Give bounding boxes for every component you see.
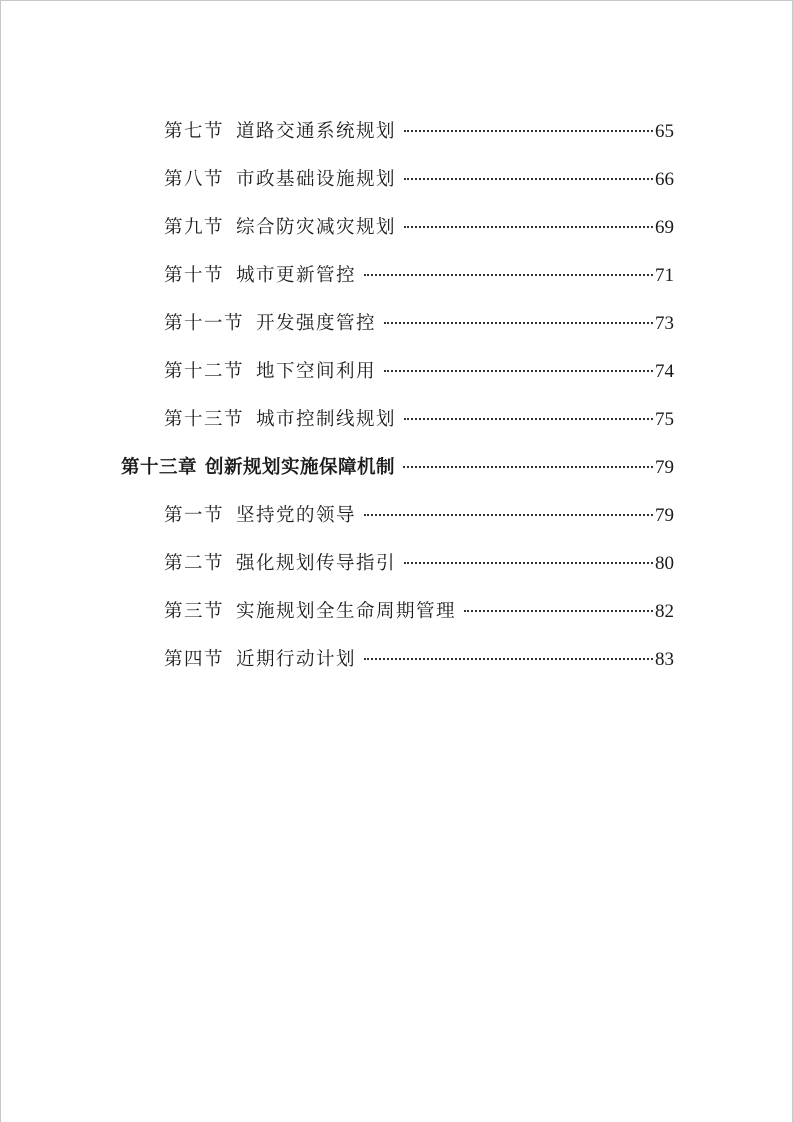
toc-entry-title: 强化规划传导指引: [236, 553, 397, 574]
toc-entry[interactable]: [164, 261, 674, 291]
toc-entry-number: 第七节: [164, 121, 225, 142]
toc-dot-leader: [404, 562, 653, 564]
toc-entry-title: 开发强度管控: [256, 313, 377, 334]
toc-entry-number: 第十三节: [164, 409, 245, 430]
toc-dot-leader: [404, 178, 653, 180]
toc-page-number: 69: [655, 217, 674, 238]
toc-entry-label: [121, 453, 395, 479]
toc-page-number: 65: [655, 121, 674, 142]
toc-entry-title: 坚持党的领导: [236, 505, 357, 526]
toc-entry-number: 第二节: [164, 553, 225, 574]
toc-dot-leader: [464, 610, 653, 612]
toc-entry[interactable]: [164, 357, 674, 387]
toc-page-number: 66: [655, 169, 674, 190]
toc-entry-title: 城市控制线规划: [256, 409, 397, 430]
toc-entry[interactable]: [164, 501, 674, 531]
toc-dot-leader: [404, 130, 653, 132]
toc-chapter-title: 创新规划实施保障机制: [205, 457, 396, 478]
toc-entry-number: 第十节: [164, 265, 225, 286]
toc-page-number: 82: [655, 601, 674, 622]
toc-entry-label: [164, 261, 356, 287]
toc-entry-label: [164, 597, 456, 623]
toc-entry[interactable]: [164, 405, 674, 435]
toc-page-number: 83: [655, 649, 674, 670]
toc-dot-leader: [364, 658, 653, 660]
toc-entry-number: 第四节: [164, 649, 225, 670]
toc-entry-title: 市政基础设施规划: [236, 169, 397, 190]
toc-entry-number: 第八节: [164, 169, 225, 190]
toc-entry-title: 实施规划全生命周期管理: [236, 601, 457, 622]
toc-entry[interactable]: [164, 165, 674, 195]
toc-page-number: 79: [655, 457, 674, 478]
toc-entry-number: 第九节: [164, 217, 225, 238]
toc-entry[interactable]: [164, 213, 674, 243]
toc-entry-number: 第一节: [164, 505, 225, 526]
toc-page-number: 71: [655, 265, 674, 286]
toc-dot-leader: [384, 370, 653, 372]
toc-page-number: 75: [655, 409, 674, 430]
toc-entry-label: [164, 165, 396, 191]
toc-dot-leader: [403, 466, 653, 468]
toc-page-number: 79: [655, 505, 674, 526]
toc-entry-label: [164, 549, 396, 575]
toc-entry[interactable]: [164, 117, 674, 147]
toc-page-number: 73: [655, 313, 674, 334]
toc-entry-label: [164, 309, 376, 335]
toc-page-number: 80: [655, 553, 674, 574]
toc-page-number: 74: [655, 361, 674, 382]
toc-entry-label: [164, 645, 356, 671]
toc-entry[interactable]: [164, 549, 674, 579]
toc-entry-number: 第十二节: [164, 361, 245, 382]
toc-dot-leader: [404, 226, 653, 228]
toc-entry-title: 城市更新管控: [236, 265, 357, 286]
toc-chapter-number: 第十三章: [121, 457, 198, 478]
toc-entry-title: 道路交通系统规划: [236, 121, 397, 142]
toc-entry-label: [164, 213, 396, 239]
toc-entry[interactable]: [164, 309, 674, 339]
toc-entry-title: 近期行动计划: [236, 649, 357, 670]
toc-entry-label: [164, 405, 396, 431]
toc-dot-leader: [384, 322, 653, 324]
toc-entry-number: 第十一节: [164, 313, 245, 334]
toc-entry-label: [164, 357, 376, 383]
toc-entry[interactable]: [164, 645, 674, 675]
toc-entry-title: 地下空间利用: [256, 361, 377, 382]
toc-entry-number: 第三节: [164, 601, 225, 622]
toc-dot-leader: [404, 418, 653, 420]
toc-chapter-entry[interactable]: [121, 453, 674, 483]
toc-dot-leader: [364, 514, 653, 516]
toc-entry-title: 综合防灾减灾规划: [236, 217, 397, 238]
toc-entry-label: [164, 501, 356, 527]
toc-entry[interactable]: [164, 597, 674, 627]
toc-dot-leader: [364, 274, 653, 276]
toc-entry-label: [164, 117, 396, 143]
